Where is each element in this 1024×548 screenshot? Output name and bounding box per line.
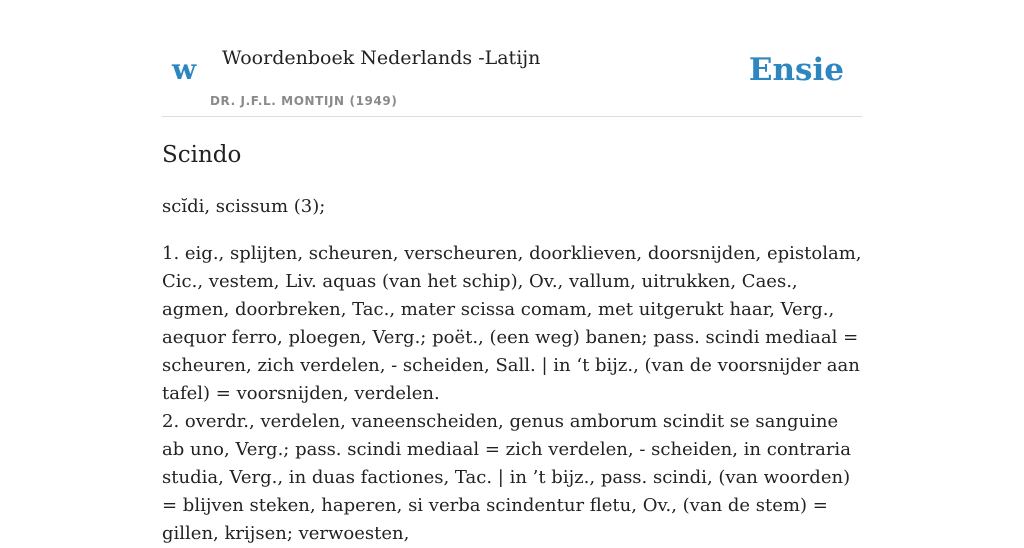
entry-title: Scindo [162,142,242,168]
entry-forms: scĭdi, scissum (3); [162,196,326,217]
site-header [162,0,862,117]
entry-content [162,138,862,548]
definition-sense-1: 1. eig., splijten, scheuren, verscheuren, doorklieven, doorsnijden, epistolam, Cic., vestem, Liv. aquas (van het schip), Ov., vallum, uitrukken, Caes., agmen, doorbreken, Tac., mater scissa comam, met uitgerukt haar, Verg., aequor ferro, ploegen, Verg.; poët., (een weg) banen; pass. scindi mediaal = scheuren, zich verdelen, - scheiden, Sall. | in ‘t bijz., (van de voorsnijder aan tafel) = voorsnijden, verdelen. [162,243,862,404]
ensie-logo[interactable]: Ensie [748,52,844,88]
definition-sense-2: 2. overdr., verdelen, vaneenscheiden, genus amborum scindit se sanguine ab uno, Verg.; pass. scindi mediaal = zich verdelen, - scheiden, in contraria studia, Verg., in duas factiones, Tac. | in ’t bijz., pass. scindi, (van woorden) = blijven steken, haperen, si verba scindentur fletu, Ov., (van de stem) = gillen, krijsen; verwoesten, [162,411,851,544]
dictionary-logo-icon[interactable]: w [172,53,197,86]
dictionary-author: DR. J.F.L. MONTIJN (1949) [210,94,398,108]
entry-definition [162,240,862,548]
dictionary-title[interactable]: Woordenboek Nederlands -Latijn [222,47,541,69]
